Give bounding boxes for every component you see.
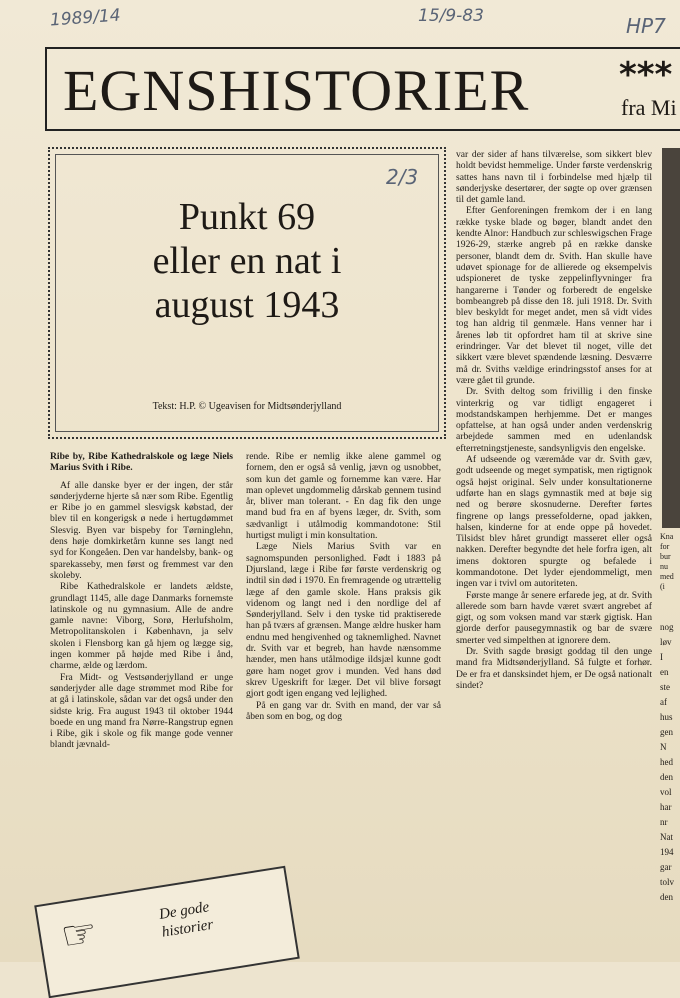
banner-subtitle: fra Mi — [621, 95, 677, 120]
article-lead: Ribe by, Ribe Kathedralskole og læge Niels Marius Svith i Ribe. — [50, 451, 233, 474]
headline-box-inner — [55, 154, 439, 432]
photo-edge — [662, 148, 680, 528]
article-headline — [56, 195, 438, 327]
article-paragraph: Af alle danske byer er der ingen, der står sønderjyderne hjerte så nær som Ribe. Egentlig er Ribe jo en gammel slesvigsk købstad, der blev til en kongerigsk ø nede i hertugdømmet Slesvig. Byen var bispeby for Tørninglehn, dens høje domkirketårn kunne ses langt ned syd for Kongeåen. Den var handelsby, bank- og sparekasseby, men først og fremmest var den skoleby. — [50, 479, 233, 581]
article-paragraph: Læge Niels Marius Svith var en sagnomspunden personlighed. Født i 1883 på Djursland, læge i Ribe før første verdenskrig og indtil sin død i 1970. En fremragende og utrættelig læge af den gamle skole. Hans praksis gik videnom og langt ned i den nordlige del af Sønderjylland. Selv i den tyske tid praktiserede han på tværs af grænsen. Mange ældre husker ham endnu med hengivenhed og taknemlighed. Navnet dr. Svith var et begreb, han havde nænsomme hænder, men hans utålmodige ildsjæl kunne godt gøre ham noget grov i munden. Ved hans død skrev Ugeskrift for læger. Det vil blive forsøgt gjort godt igen engang ved lejlighed. — [246, 541, 441, 700]
article-paragraph: Af udseende og væremåde var dr. Svith gæv, godt udseende og meget sympatisk, men rigtignok også højst original. Selv under konsultationerne udførte han en slags gymnastik med at bøje sig ned og berøre skosnuderne. Derefter førtes fingrene op langs pressefolderne, opad jakken, halsen, kinderne for at ende oppe på hovedet. Tilsidst blev håret grundigt masseret eller også nakken. Derefter begyndte det hele forfra igen, alt imens doktoren spurgte og befalede i kommandotone. Det lyder ejendommeligt, men ingen var i tvivl om autoriteten. — [456, 454, 652, 590]
article-paragraph: Ribe Kathedralskole er landets ældste, grundlagt 1145, alle dage Danmarks fornemste latinskole og nu gymnasium. Alle de andre gamle navne: Viborg, Sorø, Herlufsholm, Metropolitanskolen i København, ja selv skolen i Flensborg kan gå hjem og lægge sig, ingen kommer på højde med Ribe i ånd, charme, ælde og lærdom. — [50, 581, 233, 672]
article-paragraph: Efter Genforeningen fremkom der i en lang række tyske blade og bøger, blandt andet den kendte Alnor: Handbuch zur schleswigschen Frage 1926-29, stærke angreb på en række danske personer, blandt dem dr. Svith. Han skulle have udøvet spionage for de allierede og eksempelvis udspioneret de tyske zeppelinflyvninger fra hangarerne i Tønder og forberedt de engelske bombeangreb på disse den 18. juli 1918. Dr. Svith blev beskyldt for meget andet, men så vidt vides tog han aldrig til genmæle. Hans venner har i årenes løb tit opfordret ham til at skrive sine erindringer. Var det blevet til noget, ville det sikkert være blevet spændende læsning. Desværre må dr. Sviths vældige erindringsstof anses for at være gået til grunde. — [456, 205, 652, 386]
article-paragraph: rende. Ribe er nemlig ikke alene gammel og fornem, den er også så venlig, jævn og usnobbet, som kun det gamle og fornemme kan være. Har man oplevet ungdommelig dårskab gennem tusind år, bliver man tolerant. - En dag fik den unge mand bud fra en af byens læger, dr. Svith, som sædvanligt i utålmodig kommandotone: Stil hurtigst muligt i min konsultation. — [246, 451, 441, 542]
adjacent-article-edge: nog løv I en ste af hus gen N hed den vol har nr Nat 194 gar tolv den — [660, 622, 675, 902]
photo-caption-edge: Kna for bur nu med (i — [660, 532, 674, 591]
handwritten-date: 15/9-83 — [418, 6, 484, 26]
pointing-hand-icon: ☞ — [57, 909, 101, 960]
article-paragraph: Fra Midt- og Vestsønderjylland er unge sønderjyder alle dage strømmet mod Ribe for at gå i latinskole, sådan var det også under den sidste krig. Fra august 1943 til oktober 1944 boede en ung mand fra Nørre-Rangstrup egnen i Ribe, gik i skole og fik mange gode venner blandt jævnald- — [50, 671, 233, 751]
handwritten-note-top-right: HP7 — [626, 14, 666, 38]
handwritten-note-top-left: 1989/14 — [49, 5, 122, 31]
headline-line-3: august 1943 — [154, 284, 340, 326]
article-paragraph: Dr. Svith sagde brøsigt goddag til den unge mand fra Midtsønderjylland. Så fulgte et forhør. De er fra et dansksindet hjem, er De også nationalt sindet? — [456, 646, 652, 691]
banner-title: EGNSHISTORIER — [63, 58, 530, 123]
article-column-2 — [246, 451, 441, 722]
handwritten-page-number: 2/3 — [386, 165, 419, 189]
article-paragraph: På en gang var dr. Svith en mand, der var så åben som en bog, og dog — [246, 699, 441, 722]
article-column-1 — [50, 451, 233, 751]
banner-stars: *** — [619, 55, 673, 95]
article-paragraph: Første mange år senere erfarede jeg, at dr. Svith allerede som barn havde været svært angrebet af gigt, og som voksen mand var stærk gigtisk. Han gjorde derfor pausegymnastik og bar de svære smerter ved simpelthen at ignorere dem. — [456, 589, 652, 646]
headline-line-2: eller en nat i — [152, 240, 342, 282]
headline-line-1: Punkt 69 — [178, 196, 316, 238]
section-banner — [45, 47, 680, 131]
article-paragraph: var der sider af hans tilværelse, som sikkert blev holdt bevidst hemmelige. Under første verdenskrig sattes hans navn til i forbindelse med hjælp til sønderjyske desertører, der søgte op over grænsen til det gamle land. — [456, 149, 652, 206]
article-credit: Tekst: H.P. © Ugeavisen for Midtsønderjylland — [152, 401, 342, 412]
advertisement-box — [34, 866, 300, 998]
ad-text: De gode historier — [157, 899, 215, 941]
article-column-3 — [456, 149, 652, 961]
article-paragraph: Dr. Svith deltog som frivillig i den finske vinterkrig og var tidligt engageret i modstandskampen herhjemme. Det er manges opfattelse, at han også under anden verdenskrig arbejdede sammen med en udenlandsk efterretningstjeneste, sandsynligvis den engelske. — [456, 386, 652, 454]
headline-box — [48, 147, 446, 439]
